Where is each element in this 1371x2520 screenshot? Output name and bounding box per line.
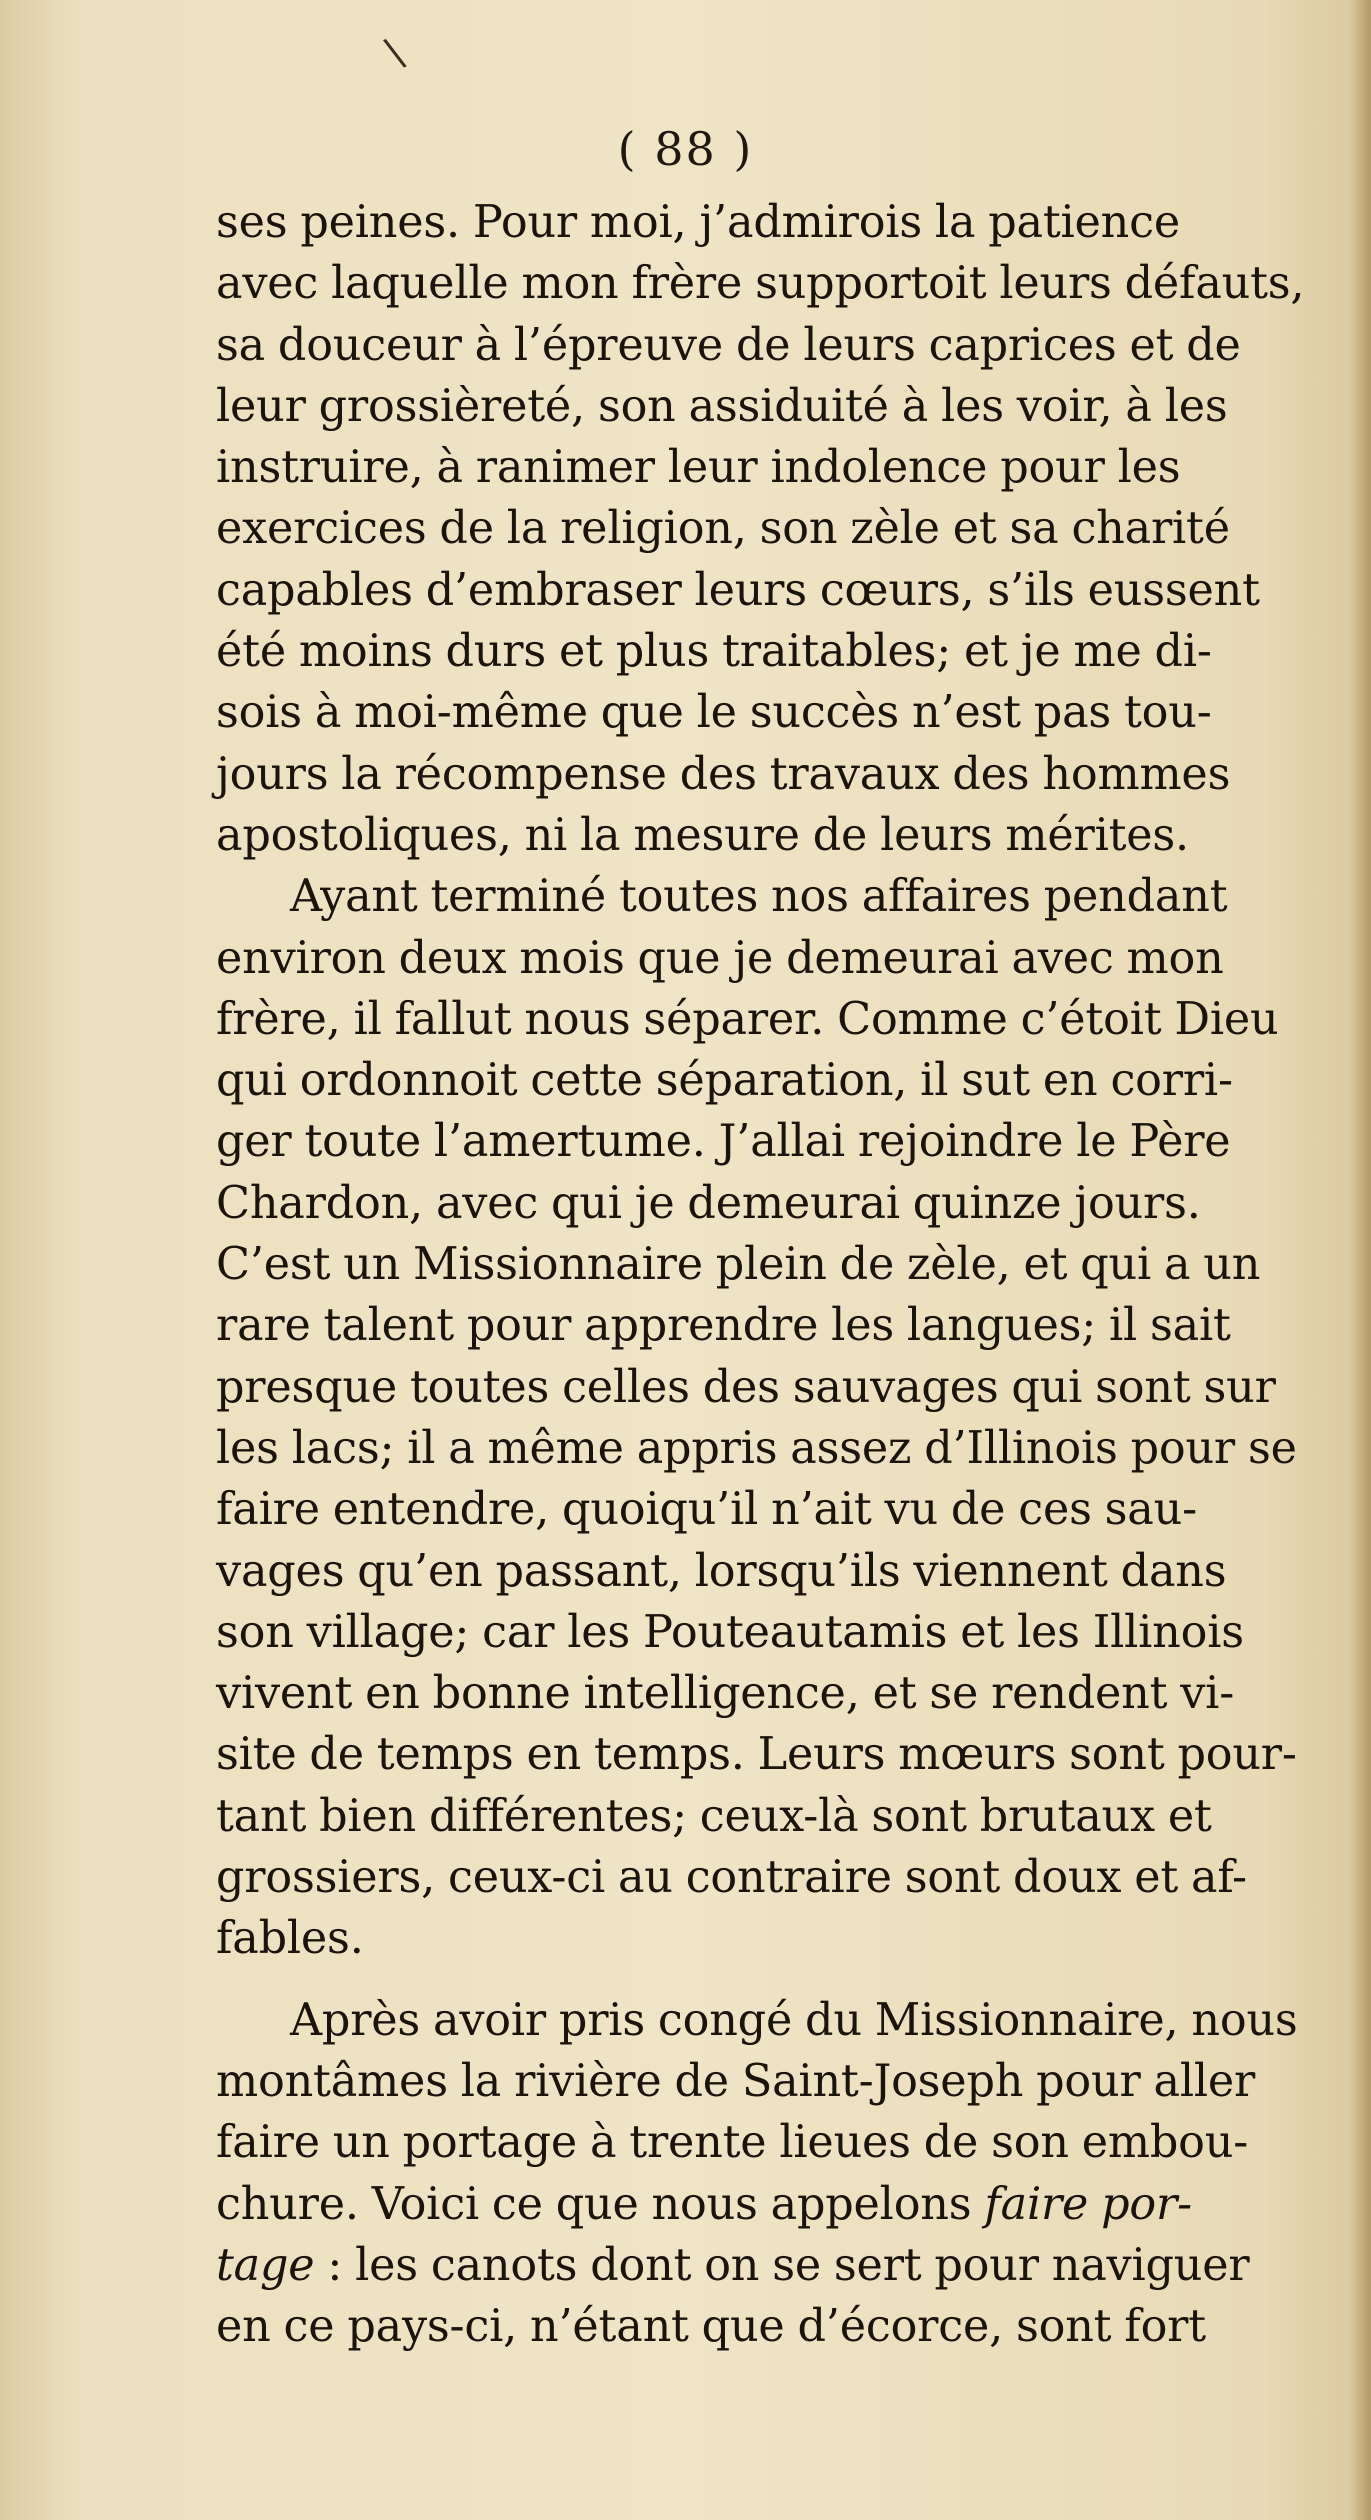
text-line: environ deux mois que je demeurai avec mon xyxy=(216,932,1224,984)
text-line: ger toute l’amertume. J’allai rejoindre le Père xyxy=(216,1116,1231,1168)
italic-phrase: faire por- xyxy=(984,2178,1192,2230)
text-line: été moins durs et plus traitables; et je me di- xyxy=(216,626,1212,678)
text-line: chure. Voici ce que nous appelons faire por- xyxy=(216,2178,1192,2230)
text-line: capables d’embraser leurs cœurs, s’ils eussent xyxy=(216,564,1260,616)
text-line: sois à moi-même que le succès n’est pas tou- xyxy=(216,687,1212,739)
text-line: vivent en bonne intelligence, et se rendent vi- xyxy=(216,1668,1235,1720)
text-line: exercices de la religion, son zèle et sa charité xyxy=(216,503,1230,555)
text-line: tant bien différentes; ceux-là sont brutaux et xyxy=(216,1790,1212,1842)
text-line: qui ordonnoit cette séparation, il sut en corri- xyxy=(216,1055,1233,1107)
text-line: tage : les canots dont on se sert pour naviguer xyxy=(216,2239,1250,2291)
text-line: en ce pays-ci, n’étant que d’écorce, sont fort xyxy=(216,2301,1206,2353)
text-line: montâmes la rivière de Saint-Joseph pour aller xyxy=(216,2055,1256,2107)
text-line: faire un portage à trente lieues de son embou- xyxy=(216,2117,1249,2169)
text-line: leur grossièreté, son assiduité à les voir, à les xyxy=(216,380,1228,432)
text-line: C’est un Missionnaire plein de zèle, et qui a un xyxy=(216,1239,1261,1291)
text-line: vages qu’en passant, lorsqu’ils viennent dans xyxy=(216,1545,1227,1597)
text-line: les lacs; il a même appris assez d’Illinois pour se xyxy=(216,1422,1297,1474)
text-line: frère, il fallut nous séparer. Comme c’étoit Dieu xyxy=(216,993,1279,1045)
body-text xyxy=(216,192,1330,2357)
text-line: site de temps en temps. Leurs mœurs sont pour- xyxy=(216,1729,1297,1781)
page-edge-shadow xyxy=(1349,0,1371,2520)
text-line: presque toutes celles des sauvages qui sont sur xyxy=(216,1361,1276,1413)
italic-phrase: tage xyxy=(216,2239,315,2291)
text-line: faire entendre, quoiqu’il n’ait vu de ces sau- xyxy=(216,1484,1197,1536)
text-line: grossiers, ceux-ci au contraire sont doux et af- xyxy=(216,1852,1247,1904)
paragraph-first-line: Ayant terminé toutes nos affaires pendant xyxy=(290,871,1228,923)
text-line: jours la récompense des travaux des hommes xyxy=(216,748,1231,800)
text-line: sa douceur à l’épreuve de leurs caprices et de xyxy=(216,319,1241,371)
text-line: ses peines. Pour moi, j’admirois la patience xyxy=(216,197,1181,248)
text-line: apostoliques, ni la mesure de leurs mérites. xyxy=(216,809,1190,861)
text-line: fables. xyxy=(216,1913,364,1965)
page-number: ( 88 ) xyxy=(617,122,754,176)
ink-mark-top: \ xyxy=(380,29,409,77)
text-line: son village; car les Pouteautamis et les Illinois xyxy=(216,1606,1244,1658)
text-line: avec laquelle mon frère supportoit leurs défauts, xyxy=(216,258,1305,310)
paragraph-first-line: Après avoir pris congé du Missionnaire, nous xyxy=(290,1994,1298,2046)
text-line: Chardon, avec qui je demeurai quinze jours. xyxy=(216,1177,1201,1229)
text-line: rare talent pour apprendre les langues; il sait xyxy=(216,1300,1231,1352)
text-line: instruire, à ranimer leur indolence pour les xyxy=(216,442,1181,494)
